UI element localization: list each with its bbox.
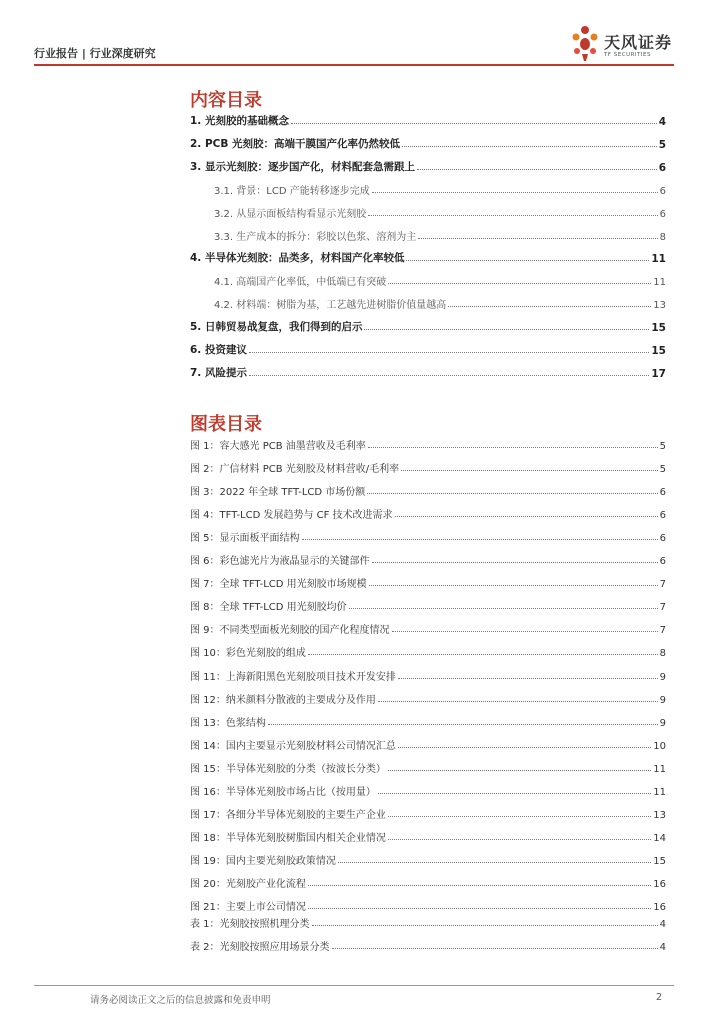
- entry-page: 16: [653, 902, 666, 913]
- entry-page: 13: [653, 300, 666, 312]
- entry-page: 6: [659, 185, 666, 197]
- dot-leader: [372, 562, 658, 563]
- entry-page: 4: [658, 116, 666, 128]
- dot-leader: [312, 925, 658, 926]
- entry-title: 3.1. 背景：LCD 产能转移逐步完成: [214, 185, 370, 197]
- entry-page: 6: [659, 510, 666, 522]
- dot-leader: [418, 238, 657, 239]
- toc-entry[interactable]: [214, 227, 666, 243]
- entry-page: 5: [658, 138, 666, 151]
- entry-title: 图 16：半导体光刻胶市场占比（按用量）: [190, 786, 376, 798]
- entry-page: 11: [653, 786, 666, 798]
- page-number: 2: [656, 992, 663, 1003]
- entry-title: 表 1：光刻胶按照机理分类: [190, 919, 310, 930]
- logo-text-en: TF SECURITIES: [604, 52, 651, 58]
- toc-entry[interactable]: [190, 667, 666, 683]
- dot-leader: [268, 724, 658, 725]
- entry-title: 1. 光刻胶的基础概念: [190, 115, 289, 127]
- entry-title: 图 7：全球 TFT-LCD 用光刻胶市场规模: [190, 579, 367, 591]
- toc-entry[interactable]: [190, 112, 666, 128]
- entry-page: 9: [659, 671, 666, 683]
- entry-page: 17: [651, 367, 666, 380]
- figures-section-title: 图表目录: [190, 414, 262, 435]
- entry-title: 表 2：光刻胶按照应用场景分类: [190, 942, 330, 953]
- entry-title: 图 6：彩色滤光片为液晶显示的关键部件: [190, 556, 370, 568]
- entry-title: 2. PCB 光刻胶：高端干膜国产化率仍然较低: [190, 137, 401, 150]
- toc-entry[interactable]: [190, 364, 666, 380]
- entry-title: 图 2：广信材料 PCB 光刻胶及材料营收/毛利率: [190, 464, 400, 476]
- entry-page: 8: [659, 648, 666, 660]
- dot-leader: [368, 215, 657, 216]
- entry-title: 图 21：主要上市公司情况: [190, 902, 306, 913]
- logo-mark-icon: [568, 24, 602, 62]
- entry-title: 5. 日韩贸易战复盘，我们得到的启示: [190, 321, 363, 334]
- entry-title: 3.2. 从显示面板结构看显示光刻胶: [214, 208, 367, 220]
- toc-entry[interactable]: [190, 318, 666, 334]
- entry-title: 3.3. 生产成本的拆分：彩胶以色浆、溶剂为主: [214, 231, 417, 243]
- toc-entry[interactable]: [214, 295, 666, 311]
- toc-entry[interactable]: [190, 736, 666, 752]
- toc-entry[interactable]: [190, 897, 666, 913]
- toc-entry[interactable]: [190, 828, 666, 844]
- header-divider: [34, 64, 674, 66]
- entry-title: 图 14：国内主要显示光刻胶材料公司情况汇总: [190, 740, 396, 752]
- entry-page: 11: [653, 763, 666, 775]
- toc-entry[interactable]: [190, 505, 666, 521]
- toc-entry[interactable]: [190, 135, 666, 151]
- entry-title: 4.1. 高端国产化率低，中低端已有突破: [214, 277, 387, 289]
- dot-leader: [302, 539, 658, 540]
- toc-section-title: 内容目录: [190, 90, 262, 111]
- entry-page: 15: [651, 345, 666, 357]
- toc-entry[interactable]: [190, 805, 666, 821]
- toc-entry[interactable]: [190, 759, 666, 775]
- toc-entry[interactable]: [190, 341, 666, 357]
- toc-entry[interactable]: [190, 597, 666, 613]
- toc-entry[interactable]: [190, 574, 666, 590]
- toc-entry[interactable]: [190, 874, 666, 890]
- entry-title: 4. 半导体光刻胶：品类多，材料国产化率较低: [190, 252, 405, 265]
- header-breadcrumb: 行业报告 | 行业深度研究: [34, 47, 156, 60]
- entry-title: 图 8：全球 TFT-LCD 用光刻胶均价: [190, 602, 347, 614]
- entry-title: 图 20：光刻胶产业化流程: [190, 878, 306, 890]
- toc-entry[interactable]: [190, 158, 666, 174]
- dot-leader: [349, 608, 658, 609]
- entry-page: 13: [653, 809, 666, 821]
- entry-page: 7: [659, 625, 666, 637]
- dot-leader: [402, 146, 657, 147]
- entry-title: 图 18：半导体光刻胶树脂国内相关企业情况: [190, 832, 386, 844]
- dot-leader: [249, 352, 649, 353]
- dot-leader: [388, 816, 651, 817]
- dot-leader: [332, 948, 658, 949]
- dot-leader: [395, 516, 658, 517]
- entry-title: 7. 风险提示: [190, 366, 247, 379]
- entry-title: 图 3：2022 年全球 TFT-LCD 市场份额: [190, 487, 366, 499]
- dot-leader: [406, 260, 649, 261]
- toc-entry[interactable]: [190, 459, 666, 475]
- dot-leader: [369, 585, 658, 586]
- toc-entry[interactable]: [190, 551, 666, 567]
- entry-page: 14: [653, 832, 666, 844]
- toc-entry[interactable]: [190, 643, 666, 659]
- entry-title: 图 15：半导体光刻胶的分类（按波长分类）: [190, 763, 386, 775]
- logo-text-cn: 天风证券: [604, 33, 673, 52]
- entry-title: 图 10：彩色光刻胶的组成: [190, 648, 306, 660]
- dot-leader: [368, 447, 658, 448]
- entry-title: 图 5：显示面板平面结构: [190, 533, 300, 545]
- dot-leader: [378, 701, 658, 702]
- dot-leader: [398, 747, 651, 748]
- entry-title: 图 9：不同类型面板光刻胶的国产化程度情况: [190, 625, 390, 637]
- page-header: [0, 0, 724, 70]
- entry-page: 11: [651, 253, 666, 266]
- toc-entry[interactable]: [190, 851, 666, 867]
- toc-entry[interactable]: [214, 272, 666, 288]
- dot-leader: [392, 631, 658, 632]
- entry-page: 5: [659, 441, 666, 452]
- toc-entry[interactable]: [190, 528, 666, 544]
- dot-leader: [417, 169, 657, 170]
- footer-disclaimer: 请务必阅读正文之后的信息披露和免责申明: [90, 995, 271, 1006]
- entry-title: 图 1：容大感光 PCB 油墨营收及毛利率: [190, 441, 366, 452]
- entry-page: 11: [653, 277, 666, 289]
- toc-entry[interactable]: [214, 181, 666, 197]
- entry-page: 4: [659, 919, 666, 930]
- toc-entry[interactable]: [190, 914, 666, 930]
- toc-entry[interactable]: [190, 690, 666, 706]
- entry-title: 图 17：各细分半导体光刻胶的主要生产企业: [190, 809, 386, 821]
- dot-leader: [308, 908, 651, 909]
- entry-page: 6: [659, 533, 666, 545]
- entry-page: 5: [659, 464, 666, 476]
- dot-leader: [249, 375, 649, 376]
- dot-leader: [448, 306, 651, 307]
- entry-page: 10: [653, 740, 666, 752]
- dot-leader: [338, 862, 651, 863]
- dot-leader: [372, 192, 658, 193]
- entry-page: 7: [659, 579, 666, 591]
- tf-securities-logo: [568, 24, 678, 62]
- entry-page: 16: [653, 878, 666, 890]
- toc-entry[interactable]: [190, 713, 666, 729]
- dot-leader: [308, 654, 658, 655]
- entry-title: 图 11：上海新阳黑色光刻胶项目技术开发安排: [190, 671, 396, 683]
- toc-entry[interactable]: [214, 204, 666, 220]
- dot-leader: [308, 885, 651, 886]
- entry-page: 8: [659, 231, 666, 243]
- entry-page: 9: [659, 694, 666, 706]
- dot-leader: [401, 470, 657, 471]
- entry-title: 4.2. 材料端：树脂为基，工艺越先进树脂价值量越高: [214, 300, 447, 312]
- entry-page: 4: [659, 942, 666, 953]
- entry-page: 7: [659, 602, 666, 614]
- dot-leader: [364, 329, 649, 330]
- entry-page: 6: [658, 161, 666, 174]
- entry-title: 3. 显示光刻胶：逐步国产化，材料配套急需跟上: [190, 160, 415, 173]
- toc-entry[interactable]: [190, 436, 666, 452]
- entry-page: 9: [659, 717, 666, 729]
- entry-title: 6. 投资建议: [190, 344, 247, 356]
- toc-entry[interactable]: [190, 782, 666, 798]
- toc-entry[interactable]: [190, 249, 666, 265]
- dot-leader: [388, 283, 651, 284]
- entry-page: 6: [659, 487, 666, 499]
- dot-leader: [398, 678, 658, 679]
- entry-title: 图 12：纳米颜料分散液的主要成分及作用: [190, 694, 376, 706]
- entry-page: 6: [659, 556, 666, 568]
- dot-leader: [367, 493, 657, 494]
- toc-entry[interactable]: [190, 620, 666, 636]
- entry-page: 15: [651, 322, 666, 335]
- dot-leader: [291, 123, 657, 124]
- dot-leader: [388, 839, 651, 840]
- entry-title: 图 4：TFT-LCD 发展趋势与 CF 技术改进需求: [190, 510, 393, 522]
- toc-entry[interactable]: [190, 482, 666, 498]
- entry-page: 15: [653, 855, 666, 867]
- entry-title: 图 19：国内主要光刻胶政策情况: [190, 855, 336, 867]
- dot-leader: [388, 770, 651, 771]
- dot-leader: [378, 793, 651, 794]
- entry-title: 图 13：色浆结构: [190, 717, 266, 729]
- footer-divider: [34, 985, 674, 986]
- toc-entry[interactable]: [190, 937, 666, 953]
- entry-page: 6: [659, 208, 666, 220]
